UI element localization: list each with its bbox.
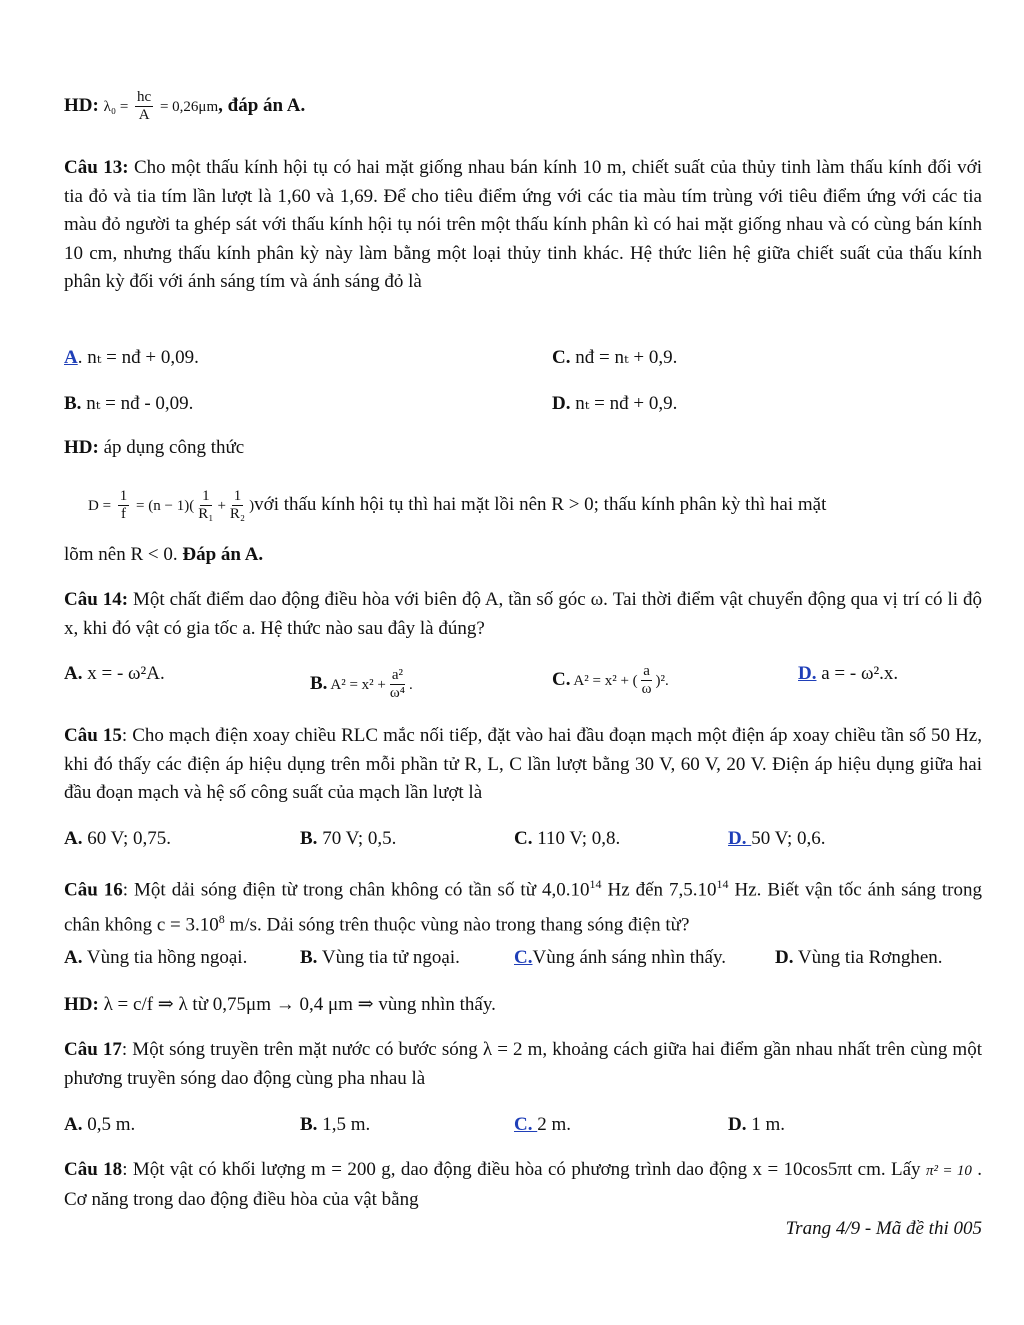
hd-result: = 0,26μm	[159, 99, 219, 115]
hd-q12	[64, 86, 305, 127]
page-footer: Trang 4/9 - Mã đề thi 005	[785, 1218, 982, 1239]
question-18: Câu 18: Một vật có khối lượng m = 200 g, dao động điều hòa có phương trình dao động x = 10cos5πt cm. Lấy π² = 10 . Cơ năng trong dao động điều hòa của vật bằng	[64, 1159, 983, 1210]
option-c[interactable]: C. 110 V; 0,8.	[514, 828, 621, 849]
option-d[interactable]: D. nₜ = nđ + 0,9.	[552, 393, 678, 414]
option-b[interactable]: B. 1,5 m.	[300, 1114, 371, 1135]
question-label: Câu 13:	[64, 157, 129, 178]
hd-formula: λ₀ =	[103, 99, 129, 115]
hd-label: HD:	[64, 437, 99, 458]
option-a[interactable]: A. 60 V; 0,75.	[64, 828, 171, 849]
q15-options	[64, 825, 982, 853]
option-a[interactable]: A. 0,5 m.	[64, 1114, 136, 1135]
option-d[interactable]: D. 50 V; 0,6.	[728, 828, 826, 849]
q17-options	[64, 1111, 982, 1139]
option-c[interactable]: C.Vùng ánh sáng nhìn thấy.	[514, 947, 726, 968]
option-a[interactable]: A. Vùng tia hồng ngoại.	[64, 947, 248, 968]
option-b[interactable]: B. A² = x² + $\frac{\text{a²}}{\text{ω⁴}}$ .	[310, 667, 413, 702]
option-b[interactable]: B. nₜ = nđ - 0,09.	[64, 393, 194, 414]
hd-q13-conclusion: lõm nên R < 0. Đáp án A.	[64, 544, 264, 565]
question-16: Câu 16: Một dải sóng điện từ trong chân không có tần số từ 4,0.10$^{14}$ Hz đến 7,5.10$^{14}$ Hz. Biết vận tốc ánh sáng trong chân không $c = 3.10^8$ m/s. Dải sóng trên thuộc vùng nào trong thang sóng điện từ?	[64, 877, 983, 936]
hd-text: áp dụng công thức	[98, 437, 245, 458]
question-15: Câu 15: Cho mạch điện xoay chiều RLC mắc nối tiếp, đặt vào hai đầu đoạn mạch một điện áp xoay chiều tần số 50 Hz, khi đó thấy các điện áp hiệu dụng trên mỗi phần tử R, L, C lần lượt bằng 30 V, 60 V, 20 V. Điện áp hiệu dụng giữa hai đầu đoạn mạch và hệ số công suất của mạch lần lượt là	[64, 725, 982, 803]
fraction: $\frac{hc}{A}$	[137, 89, 152, 124]
hd-label: HD:	[64, 95, 99, 116]
question-13	[64, 154, 982, 297]
lens-formula: D = $\frac{1}{f}$ = (n − 1)( $\frac{1}{\text{R₁}}$ + $\frac{1}{\text{R₂}}$ )với thấu kính hội tụ thì hai mặt lồi nên R > 0; thấu kính phân kỳ thì hai mặt	[88, 488, 827, 522]
q14-options	[64, 660, 982, 710]
q13-options-row2	[64, 390, 982, 418]
option-d[interactable]: D. Vùng tia Rơnghen.	[775, 947, 943, 968]
hd-q16: HD: λ = c/f ⇒ λ từ 0,75μm → 0,4 μm ⇒ vùng nhìn thấy.	[64, 994, 496, 1015]
option-a[interactable]: A. nₜ = nđ + 0,09.	[64, 347, 199, 368]
formula-explanation: với thấu kính hội tụ thì hai mặt lồi nên R > 0; thấu kính phân kỳ thì hai mặt	[254, 493, 827, 515]
option-c[interactable]: C. A² = x² + ( $\frac{a}{\omega}$ )².	[552, 663, 669, 698]
option-c[interactable]: C. 2 m.	[514, 1114, 572, 1135]
option-a[interactable]: A. x = - ω²A.	[64, 663, 165, 684]
q16-options	[64, 944, 982, 972]
hd-answer: , đáp án A.	[218, 95, 306, 116]
option-b[interactable]: B. Vùng tia tử ngoại.	[300, 947, 460, 968]
question-17: Câu 17: Một sóng truyền trên mặt nước có bước sóng λ = 2 m, khoảng cách giữa hai điểm gần nhau nhất trên cùng một phương truyền sóng dao động cùng pha nhau là	[64, 1039, 982, 1089]
option-d[interactable]: D. a = - ω².x.	[798, 663, 899, 684]
q13-options-row1	[64, 344, 982, 372]
question-14: Câu 14: Một chất điểm dao động điều hòa với biên độ A, tần số góc ω. Tai thời điểm vật chuyển động qua vị trí có li độ x, khi đó vật có gia tốc a. Hệ thức nào sau đây là đúng?	[64, 589, 982, 639]
option-b[interactable]: B. 70 V; 0,5.	[300, 828, 397, 849]
option-d[interactable]: D. 1 m.	[728, 1114, 786, 1135]
question-text: Cho một thấu kính hội tụ có hai mặt giống nhau bán kính 10 m, chiết suất của thủy tinh làm thấu kính đối với tia đỏ và tia tím lần lượt là 1,60 và 1,69. Để cho tiêu điểm ứng với các tia màu tím trùng với tiêu điểm ứng với các tia màu đỏ người ta ghép sát với thấu kính hội tụ nói trên một thấu kính phân kì có hai mặt giống nhau và có cùng bán kính 10 cm, nhưng thấu kính phân kỳ này làm bằng một loại thủy tinh khác. Hệ thức liên hệ giữa chiết suất của thấu kính phân kỳ đối với ánh sáng tím và ánh sáng đỏ là	[64, 157, 982, 292]
option-c[interactable]: C. nđ = nₜ + 0,9.	[552, 347, 678, 368]
hd-q13	[64, 434, 244, 462]
